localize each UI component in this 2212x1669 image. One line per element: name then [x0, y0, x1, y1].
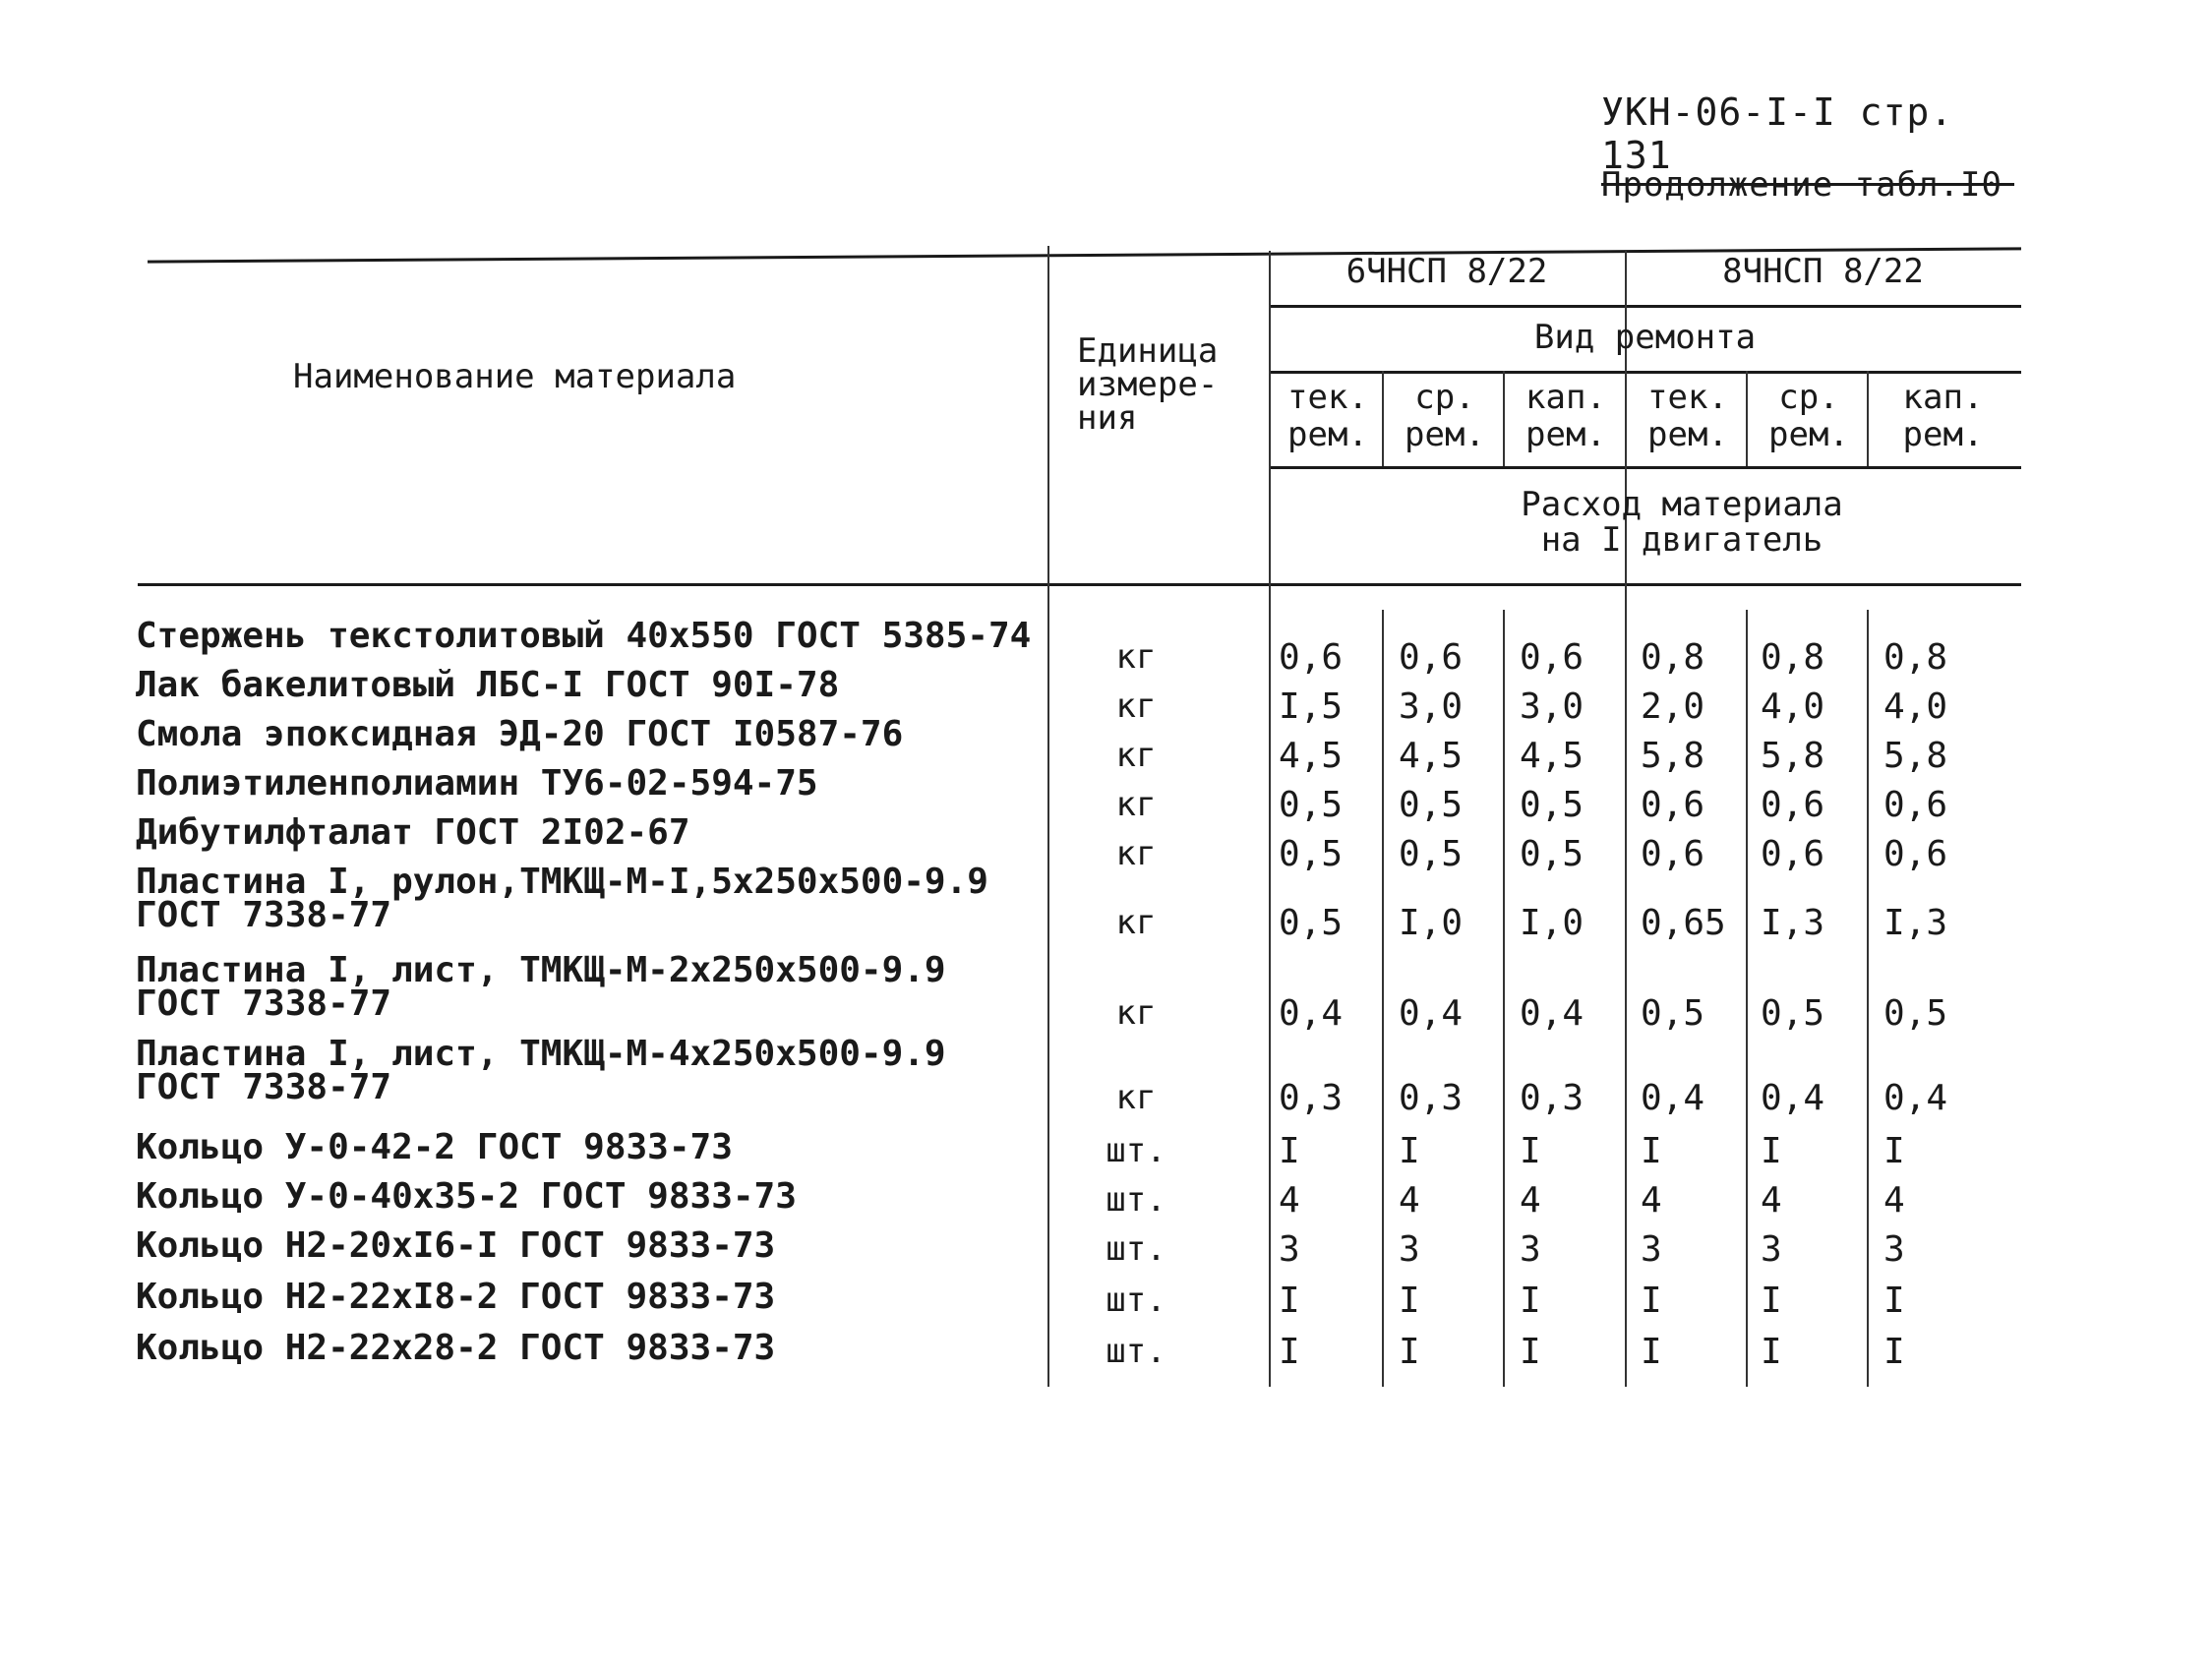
material-name: Стержень текстолитовый 40х550 ГОСТ 5385-74 — [136, 616, 1032, 656]
unit-cell: кг — [1115, 834, 1157, 873]
document-code: УКН-06-I-I стр. 131 — [1601, 90, 2014, 186]
value-cell: 0,4 — [1641, 1078, 1705, 1118]
repair-col-header: тек. рем. — [1287, 378, 1368, 454]
value-cell: 0,4 — [1761, 1078, 1825, 1118]
engine-2-header: 8ЧНСП 8/22 — [1722, 252, 1924, 291]
value-cell: I — [1279, 1281, 1300, 1321]
value-cell: 3 — [1883, 1229, 1905, 1270]
value-cell: 4 — [1279, 1180, 1300, 1221]
unit-cell: шт. — [1106, 1180, 1166, 1220]
value-cell: 0,4 — [1520, 993, 1584, 1034]
body-col-divider-5 — [1867, 610, 1869, 1387]
value-cell: I — [1761, 1332, 1782, 1372]
value-cell: 3 — [1761, 1229, 1782, 1270]
body-col-divider-4 — [1746, 610, 1748, 1387]
value-cell: 0,6 — [1761, 834, 1825, 874]
material-name: Пластина I, лист, ТМКЩ-М-2х250х500-9.9 ГОСТ 7338-77 — [136, 950, 946, 1024]
repair-col-header: ср. рем. — [1768, 378, 1849, 454]
value-cell: 5,8 — [1883, 736, 1948, 776]
value-cell: 3 — [1520, 1229, 1541, 1270]
material-name: Кольцо У-0-42-2 ГОСТ 9833-73 — [136, 1127, 733, 1167]
col-divider-5 — [1867, 371, 1869, 466]
value-cell: 4,5 — [1399, 736, 1464, 776]
consumption-header: Расход материала на I двигатель — [1521, 485, 1843, 560]
material-name: Смола эпоксидная ЭД-20 ГОСТ I0587-76 — [136, 714, 904, 754]
value-cell: 0,8 — [1761, 637, 1825, 678]
value-cell: 3 — [1399, 1229, 1420, 1270]
value-cell: 0,4 — [1883, 1078, 1948, 1118]
value-cell: 0,8 — [1883, 637, 1948, 678]
repair-type-header: Вид ремонта — [1533, 318, 1757, 357]
value-cell: I — [1399, 1281, 1420, 1321]
value-cell: I — [1279, 1332, 1300, 1372]
value-cell: I — [1641, 1281, 1662, 1321]
unit-cell: шт. — [1106, 1229, 1166, 1269]
value-cell: 0,6 — [1641, 785, 1705, 825]
unit-cell: кг — [1115, 785, 1157, 824]
value-cell: 0,6 — [1761, 785, 1825, 825]
value-cell: I,3 — [1883, 903, 1948, 943]
value-cell: 0,6 — [1641, 834, 1705, 874]
value-cell: 4 — [1641, 1180, 1662, 1221]
table-continuation-label: Продолжение табл.I0 — [1601, 165, 2003, 205]
value-cell: 0,5 — [1399, 834, 1464, 874]
value-cell: 0,5 — [1641, 993, 1705, 1034]
value-cell: I,5 — [1279, 686, 1344, 727]
material-name: Пластина I, лист, ТМКЩ-М-4х250х500-9.9 ГОСТ 7338-77 — [136, 1034, 946, 1107]
value-cell: 0,5 — [1520, 785, 1584, 825]
value-cell: I — [1883, 1281, 1905, 1321]
unit-cell: шт. — [1106, 1281, 1166, 1320]
value-cell: 0,8 — [1641, 637, 1705, 678]
material-name: Дибутилфталат ГОСТ 2I02-67 — [136, 812, 690, 853]
unit-cell: шт. — [1106, 1332, 1166, 1371]
value-cell: 0,5 — [1399, 785, 1464, 825]
value-cell: I — [1883, 1131, 1905, 1171]
value-cell: I — [1520, 1281, 1541, 1321]
value-cell: 0,5 — [1883, 993, 1948, 1034]
unit-cell: кг — [1115, 993, 1157, 1033]
value-cell: I — [1279, 1131, 1300, 1171]
material-name: Полиэтиленполиамин ТУ6-02-594-75 — [136, 763, 818, 804]
material-name: Кольцо У-0-40х35-2 ГОСТ 9833-73 — [136, 1176, 797, 1217]
unit-cell: кг — [1115, 903, 1157, 942]
value-cell: 4 — [1520, 1180, 1541, 1221]
col-divider-2 — [1503, 371, 1505, 466]
unit-cell: кг — [1115, 1078, 1157, 1117]
engine-header-rule — [1269, 305, 2021, 308]
value-cell: 0,65 — [1641, 903, 1726, 943]
value-cell: 0,5 — [1279, 903, 1344, 943]
unit-cell: кг — [1115, 637, 1157, 677]
material-name: Кольцо Н2-20хI6-I ГОСТ 9833-73 — [136, 1225, 776, 1266]
value-cell: 4 — [1761, 1180, 1782, 1221]
value-cell: 4 — [1399, 1180, 1420, 1221]
value-cell: 2,0 — [1641, 686, 1705, 727]
value-cell: 0,6 — [1883, 785, 1948, 825]
value-cell: 4,0 — [1883, 686, 1948, 727]
values-column-divider — [1269, 251, 1271, 1387]
header-bottom-rule — [138, 583, 2021, 586]
value-cell: 0,3 — [1279, 1078, 1344, 1118]
material-name: Кольцо Н2-22хI8-2 ГОСТ 9833-73 — [136, 1277, 776, 1317]
body-col-divider-2 — [1503, 610, 1505, 1387]
value-cell: I — [1761, 1131, 1782, 1171]
body-col-divider-1 — [1382, 610, 1384, 1387]
value-cell: 3 — [1279, 1229, 1300, 1270]
value-cell: 0,3 — [1520, 1078, 1584, 1118]
unit-column-header: Единица измере-ния — [1077, 331, 1219, 438]
repair-cols-rule — [1269, 466, 2021, 469]
value-cell: 4,5 — [1520, 736, 1584, 776]
material-name: Кольцо Н2-22х28-2 ГОСТ 9833-73 — [136, 1328, 776, 1368]
value-cell: 0,6 — [1279, 637, 1344, 678]
unit-cell: кг — [1115, 686, 1157, 726]
repair-col-header: ср. рем. — [1405, 378, 1485, 454]
unit-column-divider — [1047, 246, 1049, 1387]
value-cell: 4,5 — [1279, 736, 1344, 776]
repair-col-header: кап. рем. — [1902, 378, 1984, 454]
value-cell: 0,3 — [1399, 1078, 1464, 1118]
material-name: Пластина I, рулон,ТМКЩ-М-I,5х250х500-9.9 ГОСТ 7338-77 — [136, 862, 988, 935]
value-cell: I — [1641, 1131, 1662, 1171]
value-cell: I — [1520, 1131, 1541, 1171]
value-cell: I,0 — [1520, 903, 1584, 943]
value-cell: I — [1399, 1131, 1420, 1171]
value-cell: 0,5 — [1520, 834, 1584, 874]
name-column-header: Наименование материала — [293, 357, 737, 396]
col-divider-1 — [1382, 371, 1384, 466]
repair-col-header: кап. рем. — [1525, 378, 1606, 454]
value-cell: I — [1761, 1281, 1782, 1321]
value-cell: I — [1883, 1332, 1905, 1372]
value-cell: 0,5 — [1279, 785, 1344, 825]
unit-cell: шт. — [1106, 1131, 1166, 1170]
value-cell: 3,0 — [1520, 686, 1584, 727]
value-cell: 0,5 — [1279, 834, 1344, 874]
value-cell: I — [1520, 1332, 1541, 1372]
value-cell: 0,4 — [1399, 993, 1464, 1034]
value-cell: 0,6 — [1520, 637, 1584, 678]
value-cell: 5,8 — [1641, 736, 1705, 776]
unit-cell: кг — [1115, 736, 1157, 775]
value-cell: 4 — [1883, 1180, 1905, 1221]
value-cell: 0,4 — [1279, 993, 1344, 1034]
value-cell: 4,0 — [1761, 686, 1825, 727]
value-cell: I,3 — [1761, 903, 1825, 943]
material-name: Лак бакелитовый ЛБС-I ГОСТ 90I-78 — [136, 665, 840, 705]
value-cell: I,0 — [1399, 903, 1464, 943]
engine-1-header: 6ЧНСП 8/22 — [1345, 252, 1548, 291]
repair-col-header: тек. рем. — [1647, 378, 1728, 454]
value-cell: 3,0 — [1399, 686, 1464, 727]
value-cell: 0,6 — [1883, 834, 1948, 874]
col-divider-4 — [1746, 371, 1748, 466]
value-cell: 5,8 — [1761, 736, 1825, 776]
value-cell: 3 — [1641, 1229, 1662, 1270]
value-cell: I — [1399, 1332, 1420, 1372]
engine-divider — [1625, 251, 1627, 1387]
value-cell: I — [1641, 1332, 1662, 1372]
value-cell: 0,5 — [1761, 993, 1825, 1034]
value-cell: 0,6 — [1399, 637, 1464, 678]
